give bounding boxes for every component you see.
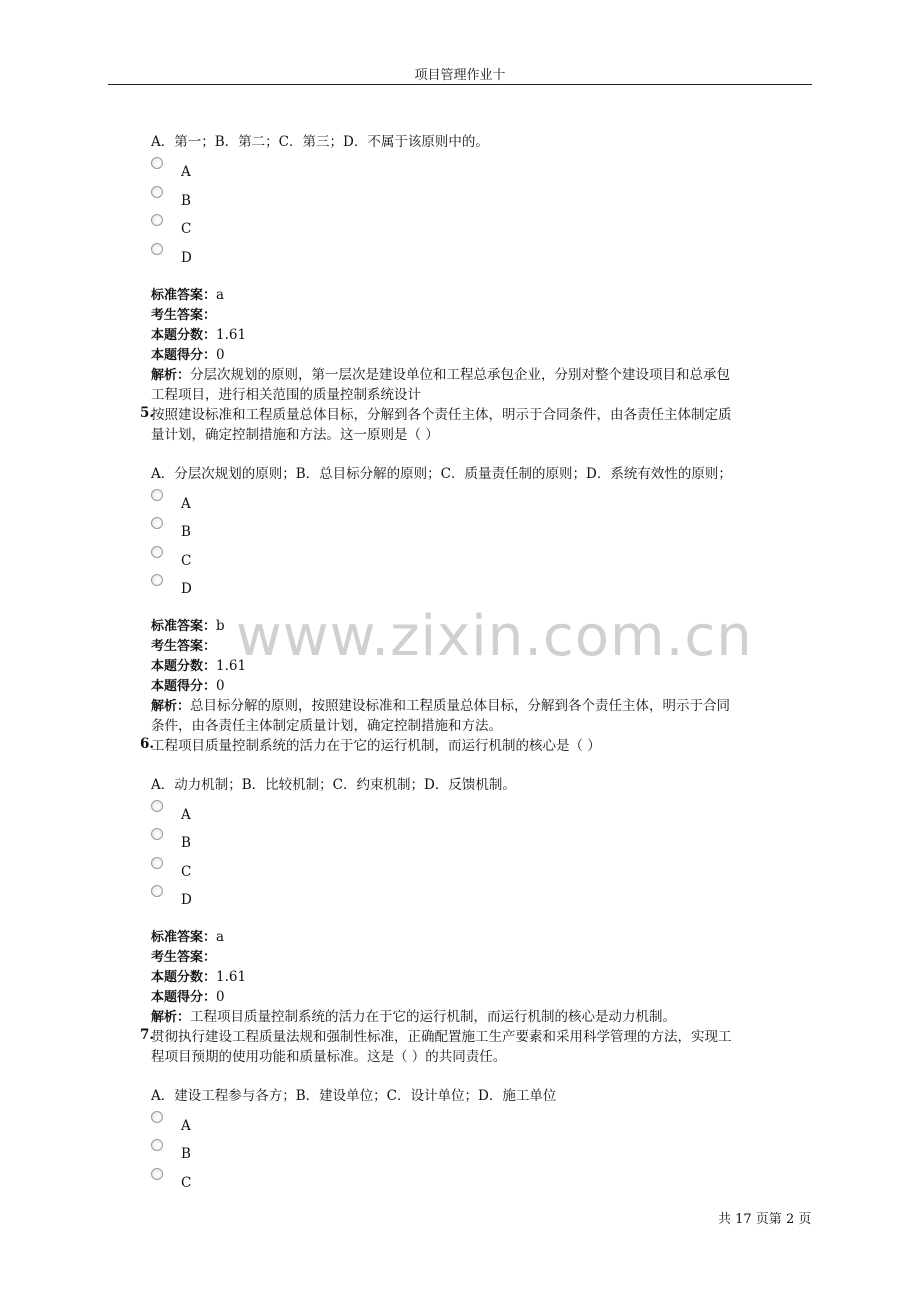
q5-analysis: 解析：总目标分解的原则，按照建设标准和工程质量总体目标，分解到各个责任主体，明示于合同 (151, 698, 731, 714)
q7-question-cont: 程项目预期的使用功能和质量标准。这是（ ）的共同责任。 (151, 1049, 507, 1065)
q5-number: 5. (140, 405, 155, 421)
q7-option-b[interactable]: B (151, 1139, 231, 1167)
q7-number: 7. (140, 1027, 155, 1043)
q5-option-c[interactable]: C (151, 546, 231, 574)
page-footer: 共 17 页第 2 页 (718, 1212, 812, 1227)
q4-points-earned: 本题得分：0 (151, 347, 225, 363)
radio-icon[interactable] (151, 857, 163, 869)
q4-standard-answer: 标准答案：a (151, 287, 225, 303)
q4-option-c[interactable]: C (151, 214, 231, 242)
watermark: www.zixin.com.cn (236, 604, 753, 669)
q4-analysis: 解析：分层次规划的原则，第一层次是建设单位和工程总承包企业，分别对整个建设项目和总承包 (151, 367, 731, 383)
q6-option-b[interactable]: B (151, 828, 231, 856)
radio-icon[interactable] (151, 1139, 163, 1151)
q5-analysis-cont: 条件，由各责任主体制定质量计划，确定控制措施和方法。 (151, 718, 502, 734)
q6-question: 工程项目质量控制系统的活力在于它的运行机制，而运行机制的核心是（ ） (151, 738, 601, 754)
q7-option-c[interactable]: C (151, 1168, 231, 1196)
radio-icon[interactable] (151, 574, 163, 586)
q6-option-d[interactable]: D (151, 885, 231, 913)
q6-number: 6. (140, 736, 155, 752)
radio-icon[interactable] (151, 489, 163, 501)
radio-icon[interactable] (151, 1168, 163, 1180)
q4-score: 本题分数：1.61 (151, 327, 247, 343)
q5-score: 本题分数：1.61 (151, 658, 247, 674)
q5-choices-text: A．分层次规划的原则；B．总目标分解的原则；C．质量责任制的原则；D．系统有效性的原则； (151, 466, 732, 482)
page-header-title: 项目管理作业十 (414, 68, 506, 83)
radio-icon[interactable] (151, 828, 163, 840)
q4-analysis-cont: 工程项目，进行相关范围的质量控制系统设计 (151, 387, 421, 403)
q6-student-answer: 考生答案： (151, 950, 217, 965)
radio-icon[interactable] (151, 186, 163, 198)
q5-standard-answer: 标准答案：b (151, 618, 225, 634)
q6-option-a[interactable]: A (151, 800, 231, 828)
q5-option-b[interactable]: B (151, 517, 231, 545)
q4-option-d[interactable]: D (151, 243, 231, 271)
q6-choices-text: A．动力机制；B．比较机制；C．约束机制；D．反馈机制。 (151, 777, 516, 793)
q5-student-answer: 考生答案： (151, 639, 217, 654)
radio-icon[interactable] (151, 885, 163, 897)
radio-icon[interactable] (151, 214, 163, 226)
q5-option-a[interactable]: A (151, 489, 231, 517)
radio-icon[interactable] (151, 546, 163, 558)
q5-question-cont: 量计划，确定控制措施和方法。这一原则是（ ） (151, 427, 439, 443)
header-rule (108, 84, 812, 85)
q7-question: 贯彻执行建设工程质量法规和强制性标准，正确配置施工生产要素和采用科学管理的方法，实现工 (151, 1029, 732, 1045)
radio-icon[interactable] (151, 243, 163, 255)
q5-option-d[interactable]: D (151, 574, 231, 602)
q4-option-a[interactable]: A (151, 157, 231, 185)
q7-choices-text: A．建设工程参与各方；B．建设单位；C．设计单位；D．施工单位 (151, 1088, 557, 1104)
radio-icon[interactable] (151, 1111, 163, 1123)
radio-icon[interactable] (151, 157, 163, 169)
q5-points-earned: 本题得分：0 (151, 678, 225, 694)
q6-points-earned: 本题得分：0 (151, 989, 225, 1005)
radio-icon[interactable] (151, 800, 163, 812)
q6-analysis: 解析：工程项目质量控制系统的活力在于它的运行机制，而运行机制的核心是动力机制。 (151, 1009, 677, 1025)
q4-choices-text: A．第一；B．第二；C．第三；D．不属于该原则中的。 (151, 134, 489, 150)
q6-score: 本题分数：1.61 (151, 969, 247, 985)
q6-option-c[interactable]: C (151, 857, 231, 885)
q5-question: 按照建设标准和工程质量总体目标，分解到各个责任主体，明示于合同条件，由各责任主体制定质 (151, 407, 732, 423)
q7-option-a[interactable]: A (151, 1111, 231, 1139)
q6-standard-answer: 标准答案：a (151, 929, 225, 945)
q4-student-answer: 考生答案： (151, 308, 217, 323)
q4-option-b[interactable]: B (151, 186, 231, 214)
radio-icon[interactable] (151, 517, 163, 529)
